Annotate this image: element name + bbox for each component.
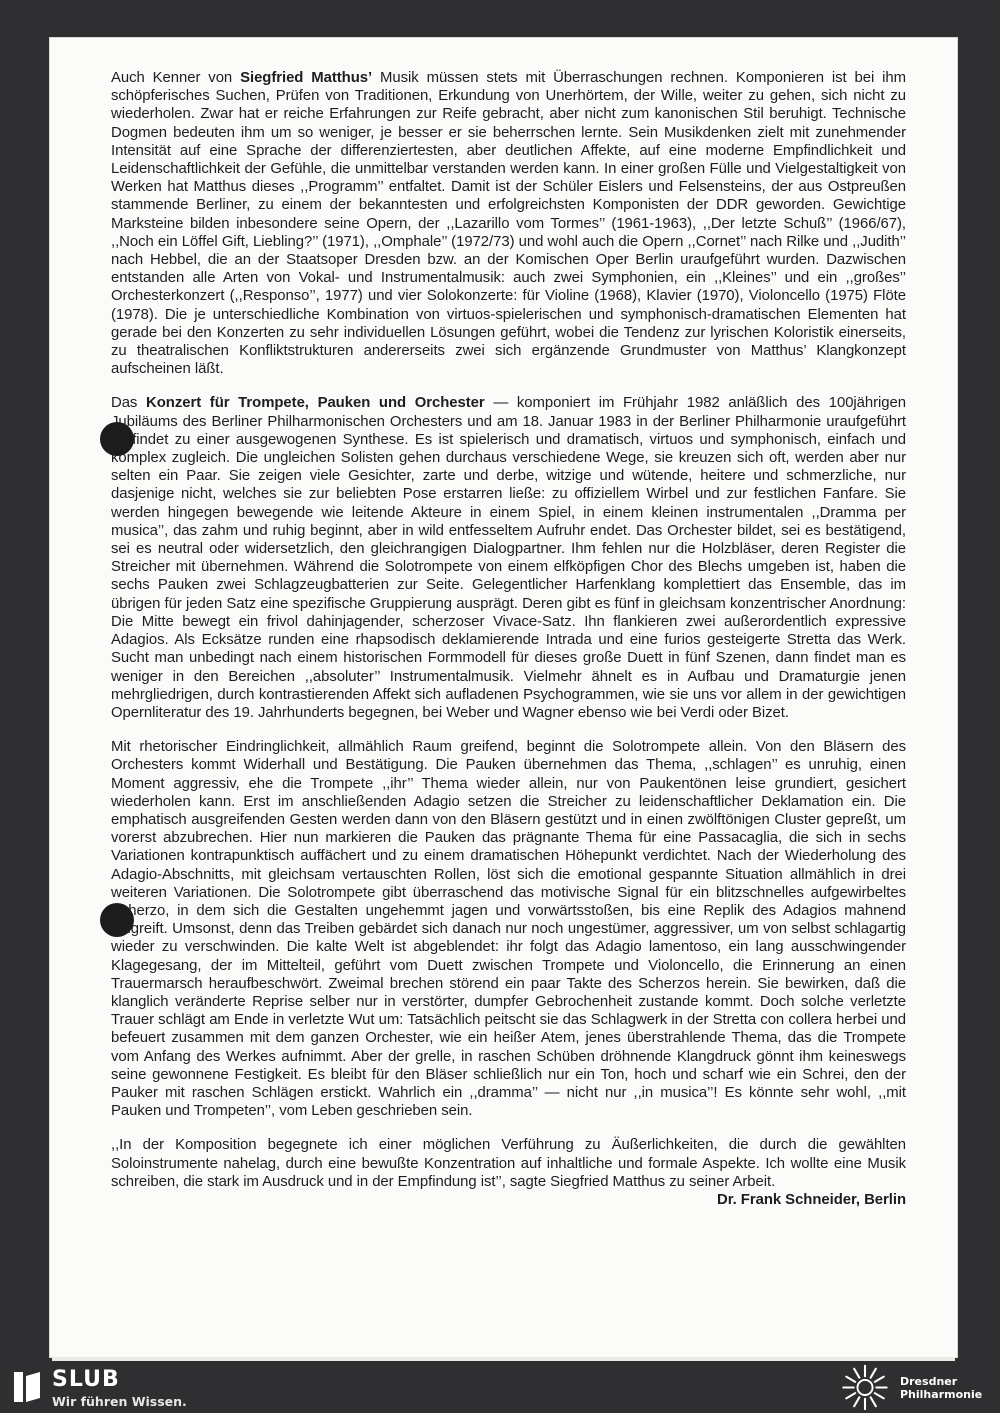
paragraph-quote: ,,In der Komposition begegnete ich einer möglichen Verführung zu Äußerlichkeiten, die durch die gewählten Soloinstrumente nahelag, durch eine bewußte Konzentration auf inhaltliche und formale Aspekte. Ich wollte eine Musik schreiben, die stark im Ausdruck und in der Empfindung ist’’, sagte Siegfried Matthus zu seiner Arbeit. [111,1137,906,1190]
footer-bar [0,1362,1000,1413]
sunburst-icon [839,1363,891,1412]
article-body [111,69,906,1209]
composer-name: Siegfried Matthus’ [240,70,373,86]
paragraph-concerto: Das Konzert für Trompete, Pauken und Orchester — komponiert im Frühjahr 1982 anläßlich des 100jährigen Jubiläums des Berliner Philharmonischen Orchesters und am 18. Januar 1983 in der Berliner Philharmonie uraufgeführt — findet zu einer ausgewogenen Synthese. Es ist spielerisch und dramatisch, virtuos und symphonisch, einfach und komplex zugleich. Die ungleichen Solisten gehen durchaus verschiedene Wege, sie kreuzen sich oft, werden aber nur selten ein Paar. Sie zeigen viele Gesichter, zarte und derbe, witzige und wütende, heitere und schmerzliche, nur dasjenige nicht, welches sie zur beliebten Pose erstarren ließe: zu offiziellem Wirbel und zur festlichen Fanfare. Sie werden hingegen bewegende wie leitende Akteure in einem Spiel, in einem kleinen instrumentalen ,,Dramma per musica’’, das zahm und ruhig beginnt, aber in wild entfesseltem Aufruhr endet. Das Orchester bildet, sei es bestätigend, sei es neutral oder widersetzlich, den gleichrangigen Dialogpartner. Ihm fehlen nur die Holzbläser, deren Register die Streicher mit übernehmen. Während die Solotrompete von einem elfköpfigen Chor des Blechs umgeben ist, haben die sechs Pauken zwei Schlagzeugbatterien zur Seite. Gelegentlicher Harfenklang komplettiert das Ensemble, das im übrigen für jeden Satz eine spezifische Gruppierung ausprägt. Deren gibt es fünf in gleichsam konzentrischer Anordnung: Die Mitte bewegt ein frivol dahinjagender, scherzoser Vivace-Satz. Ihn flankieren zwei außerordentlich expressive Adagios. Als Ecksätze runden eine rhapsodisch deklamierende Intrada und eine furios gesteigerte Stretta das Werk. Sucht man unbedingt nach einem historischen Formmodell für dieses große Duett in fünf Szenen, dann findet man es weniger in den Bereichen ,,absoluter’’ Instrumentalmusik. Vielmehr ähnelt es in Aufbau und Dramaturgie jenen mehrgliedrigen, durch kontrastierenden Affekt sich aufladenen Psychogrammen, wie sie uns vor allem in der gewichtigen Opernliteratur des 19. Jahrhunderts begegnen, bei Weber und Wagner ebenso wie bei Verdi oder Bizet. [111,395,907,721]
author-signature: Dr. Frank Schneider, Berlin [717,1191,906,1208]
partner-name: Dresdner Philharmonie [900,1375,983,1401]
library-name: SLUB [52,1367,120,1392]
work-title: Konzert für Trompete, Pauken und Orchester [146,395,485,412]
library-tagline: Wir führen Wissen. [52,1394,187,1409]
paragraph-intro: Auch Kenner von Siegfried Matthus’ Musik müssen stets mit Überraschungen rechnen. Komponieren ist bei ihm schöpferisches Suchen, Prüfen von Traditionen, Erkundung von Unerhörtem, der Wille, weiter zu gehen, sich nicht zu wiederholen. Zwar hat er reiche Erfahrungen zur Reife gebracht, aber nicht zum kanonischen Stil beruhigt. Technische Dogmen bedeuten ihm um so weniger, je besser er sie beherrschen lernte. Sein Musikdenken zielt mit zunehmender Intensität auf eine Sprache der differenziertesten, aber deutlichen Affekte, auf eine moderne Empfindlichkeit und Leidenschaftlichkeit der Gefühle, die unmittelbar verstanden werden kann. In einer großen Fülle und Vielgestaltigkeit von Werken hat Matthus dieses ,,Programm’’ entfaltet. Damit ist der Schüler Eislers und Felsensteins, der aus Ostpreußen stammende Berliner, zu einem der bekanntesten und erfolgreichsten Komponisten der DDR geworden. Gewichtige Marksteine bilden inbesondere seine Opern, der ,,Lazarillo vom Tormes’’ (1961-1963), ,,Der letzte Schuß’’ (1966/67), ,,Noch ein Löffel Gift, Liebling?’’ (1971), ,,Omphale’’ (1972/73) und wohl auch die Opern ,,Cornet’’ nach Rilke und ,,Judith’’ nach Hebbel, die an der Staatsoper Dresden bzw. an der Komischen Oper Berlin uraufgeführt wurden. Dazwischen entstanden alle Arten von Vokal- und Instrumentalmusik: auch zwei Symphonien, ein ,,Kleines’’ und ein ,,großes’’ Orchesterkonzert (,,Responso’’, 1977) und vier Solokonzerte: für Violine (1968), Klavier (1970), Violoncello (1975) Flöte (1978). Die je unterschiedliche Kombination von virtuos-spielerischen und symphonisch-dramatischen Elementen hat gerade bei den Konzerten zu sehr individuellen Lösungen geführt, wobei die Tendenz zur lyrischen Koloristik einerseits, zu theatralischen Konfliktstrukturen andererseits zwei sich ergänzende Grundmuster von Matthus’ Klangkonzept aufscheinen läßt. [111,70,907,378]
paragraph-analysis: Mit rhetorischer Eindringlichkeit, allmählich Raum greifend, beginnt die Solotrompete allein. Von den Bläsern des Orchesters kommt Widerhall und Bestätigung. Die Pauken übernehmen das Thema, ,,schlagen’’ es unruhig, einen Moment aggressiv, ehe die Trompete ,,ihr’’ Thema wieder allein, nur von Paukentönen leise grundiert, gesichert wiederholen kann. Erst im anschließenden Adagio setzen die Streicher zu leidenschaftlicher Deklamation ein. Die emphatisch ausgreifenden Gesten werden dann von den Bläsern gestützt und in einen zwölftönigen Cluster gepreßt, um vorerst abzubrechen. Hier nun markieren die Pauken das prägnante Thema für eine Passacaglia, die sich in sechs Variationen kontrapunktisch auffächert und zu einem dramatischen Höhepunkt verdichtet. Nach der Wiederholung des Adagio-Abschnitts, mit gleichsam vertauschten Rollen, löst sich die emotional gespannte Situation allmählich in drei weiteren Variationen. Die Solotrompete gibt überraschend das motivische Signal für ein blitzschnelles aufgewirbeltes Scherzo, in dem sich die Gestalten ungehemmt jagen und vorwärtsstoßen, bis eine Replik des Adagios mahnend eingreift. Umsonst, denn das Treiben gebärdet sich danach nur noch ungestümer, aggressiver, um von selbst schlagartig wieder zu verschwinden. Die kalte Welt ist abgeblendet: ihr folgt das Adagio lamentoso, ein lang ausschwingender Klagegesang, der im Mittelteil, geführt vom Duett zwischen Trompete und Violoncello, die Erinnerung an einen Trauermarsch heraufbeschwört. Zweimal brechen störend ein paar Takte des Scherzos herein. Sie bewirken, daß die klanglich veränderte Reprise selber nur in verstörter, dumpfer Gebrochenheit zustande kommt. Doch solche verletzte Trauer schlägt am Ende in verletzte Wut um: Tatsächlich peitscht sie das Schlagwerk in der Stretta con collera herbei und befeuert zusammen mit dem ganzen Orchester, wie ein heißer Atem, jenes überstrahlende Thema, das die Trompete vom Anfang des Werkes aufnimmt. Aber der grelle, in raschen Schüben dröhnende Klangdruck gönnt ihm keineswegs seine gewonnene Festigkeit. Es bleibt für den Bläser schließlich nur ein Ton, hoch und scharf wie ein Schrei, den der Pauker mit raschen Schlägen erstickt. Wahrlich ein ,,dramma’’ — nicht nur ,,in musica’’! Es könnte sehr wohl, ,,mit Pauken und Trompeten’’, vom Leben geschrieben sein. [111,739,906,1120]
slub-book-icon [14,1372,40,1402]
scanned-page [50,38,957,1357]
